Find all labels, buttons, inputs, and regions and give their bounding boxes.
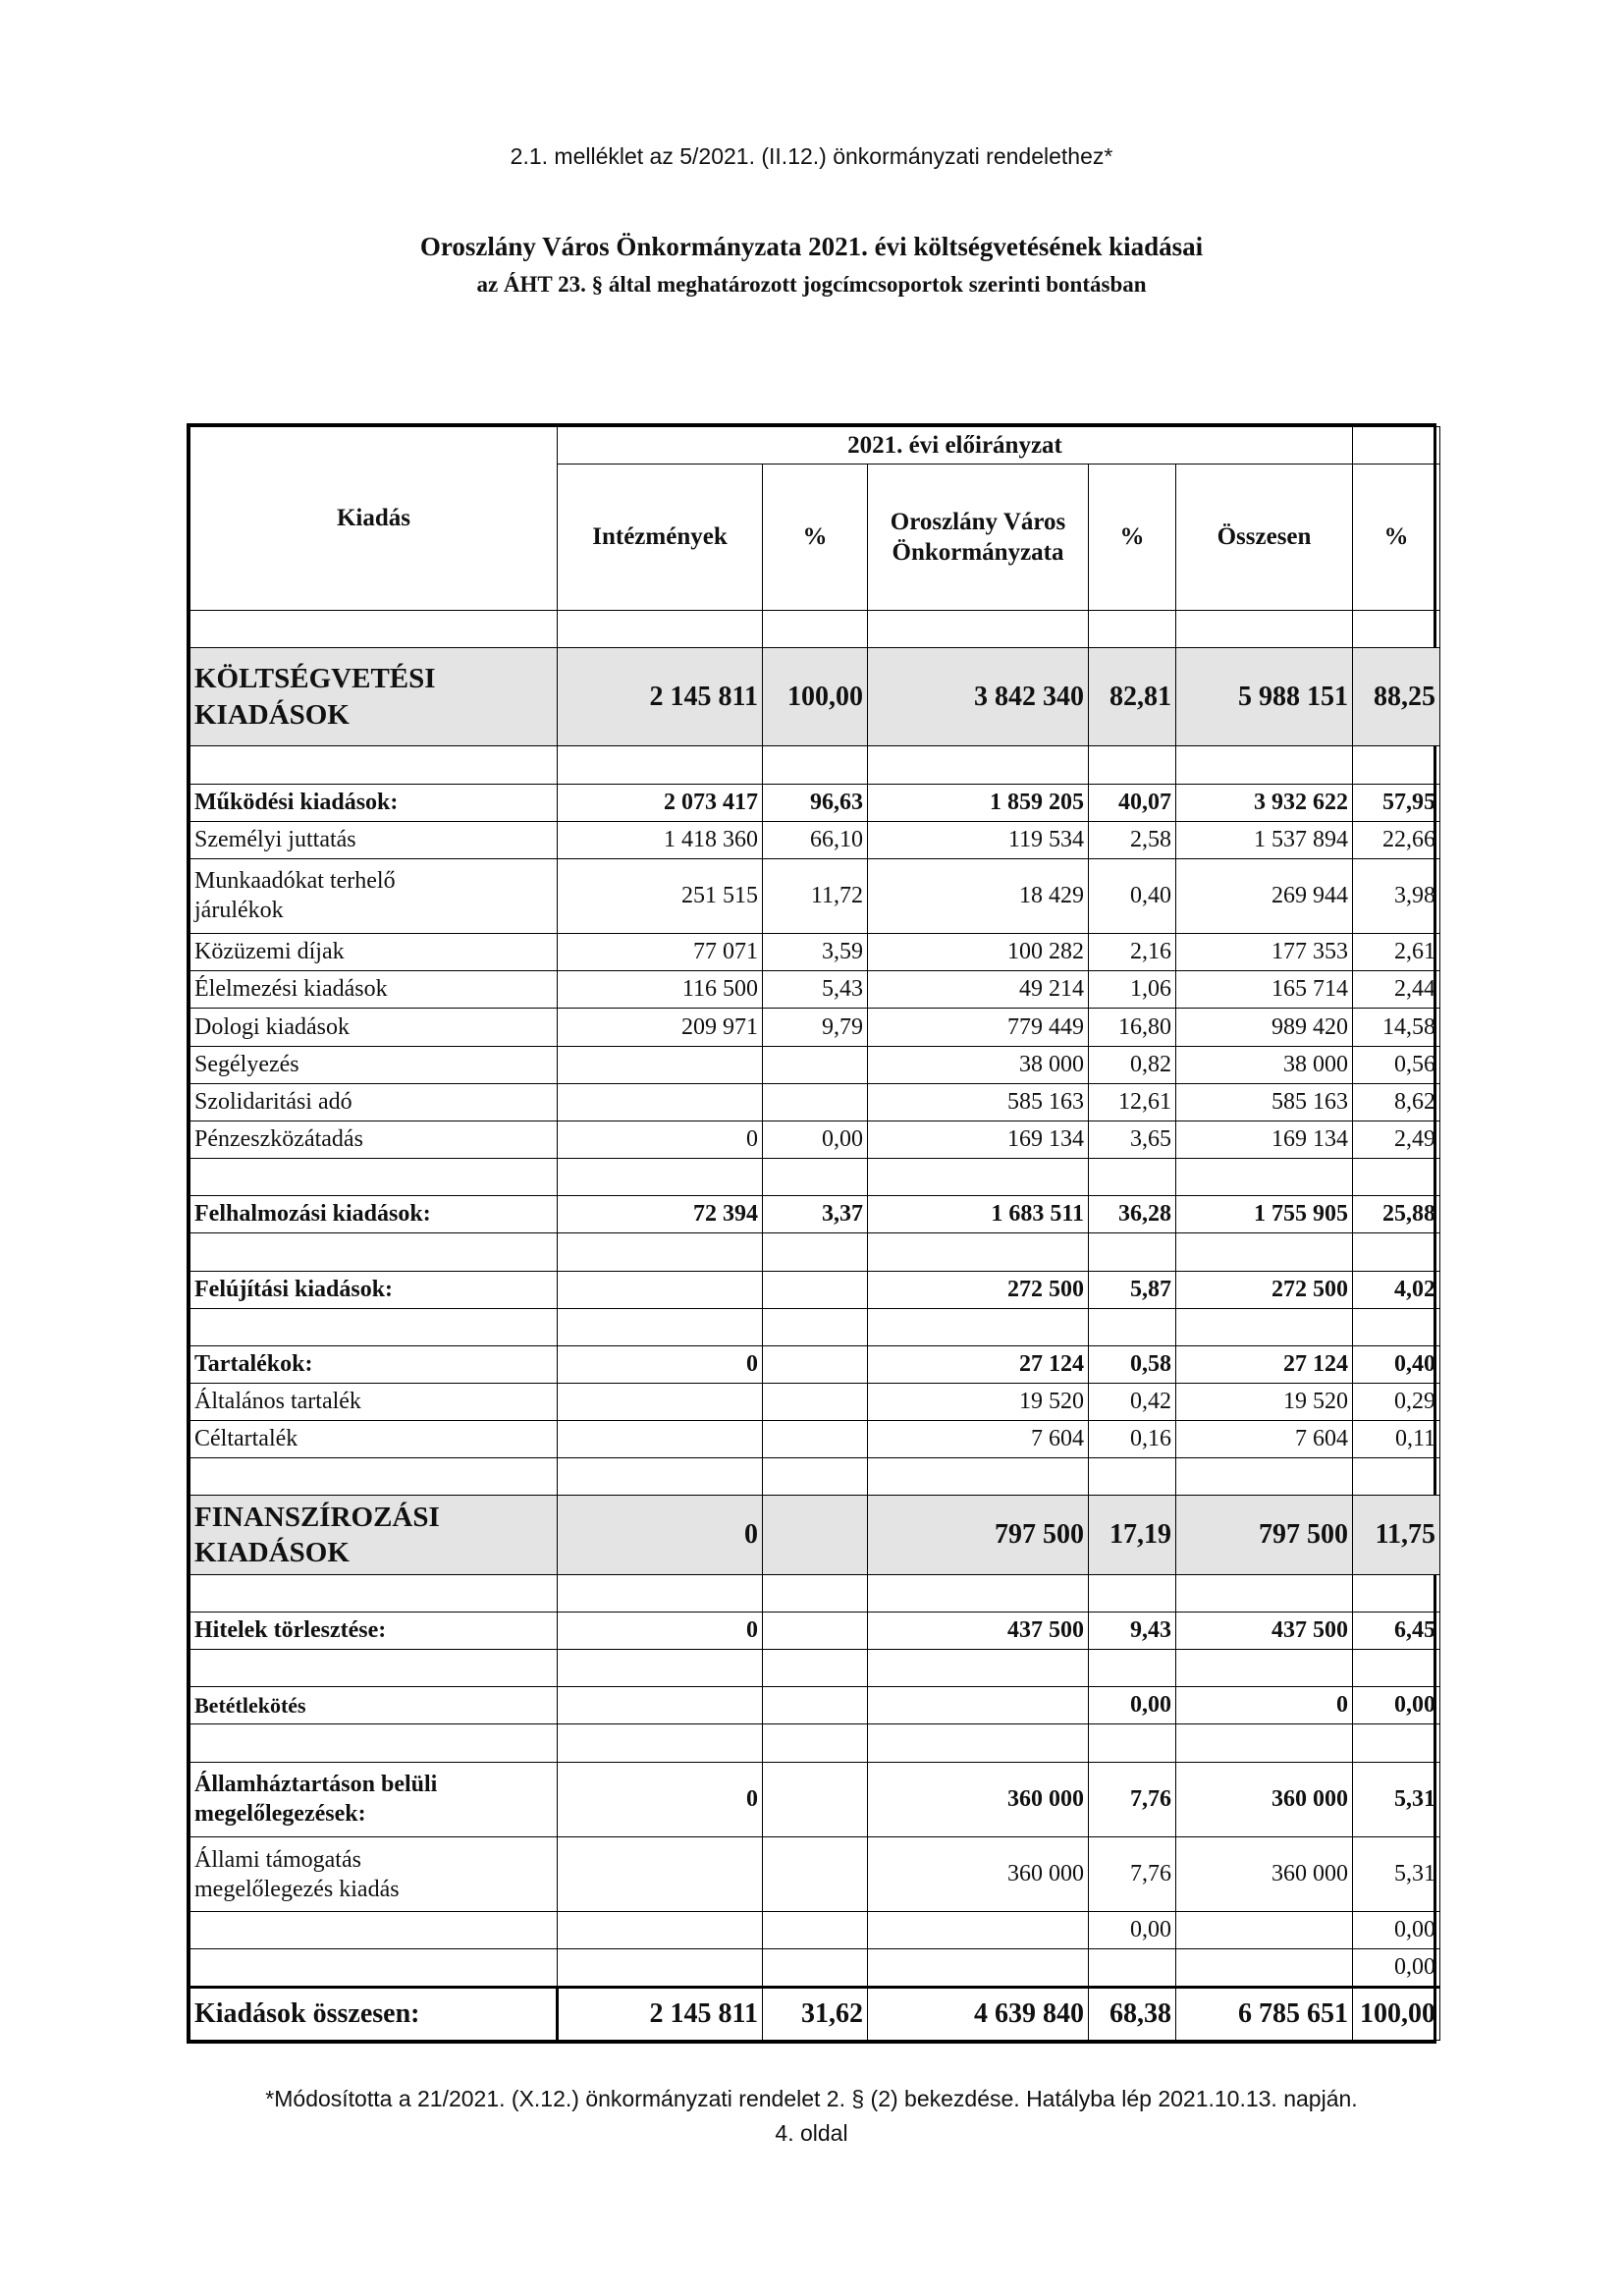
header-onkormanyzat: Oroszlány Város Önkormányzata	[868, 465, 1089, 611]
header-intezmenyek: Intézmények	[558, 465, 763, 611]
table-row-felujitasi: Felújítási kiadások: 272 500 5,87 272 500 4,02	[190, 1271, 1440, 1308]
header-row-group	[190, 427, 1440, 465]
table-row-tartalekok: Tartalékok: 0 27 124 0,58 27 124 0,40	[190, 1345, 1440, 1383]
header-pct-2: %	[1089, 465, 1176, 611]
spacer-row	[190, 1308, 1440, 1345]
spacer-row	[190, 610, 1440, 647]
table-row-szemelyi: Személyi juttatás 1 418 360 66,10 119 534 2,58 1 537 894 22,66	[190, 821, 1440, 858]
spacer-row	[190, 1724, 1440, 1762]
header-kiadas: Kiadás	[190, 427, 558, 611]
table-row-penzeszkoz: Pénzeszközátadás 0 0,00 169 134 3,65 169 134 2,49	[190, 1121, 1440, 1158]
table-row-munkaado: Munkaadókat terhelő járulékok 251 515 11,72 18 429 0,40 269 944 3,98	[190, 858, 1440, 933]
table-row-segelyezes: Segélyezés 38 000 0,82 38 000 0,56	[190, 1046, 1440, 1083]
header-osszesen: Összesen	[1176, 465, 1353, 611]
spacer-row	[190, 1574, 1440, 1612]
spacer-row	[190, 1650, 1440, 1687]
header-group: 2021. évi előirányzat	[558, 427, 1353, 465]
table-row-szolidaritasi: Szolidaritási adó 585 163 12,61 585 163 8,62	[190, 1083, 1440, 1121]
table-row-allamhaztartason: Államháztartáson belüli megelőlegezések: 0 360 000 7,76 360 000 5,31	[190, 1762, 1440, 1836]
table-row-finanszirozasi-kiadasok: FINANSZÍROZÁSI KIADÁSOK 0 797 500 17,19 797 500 11,75	[190, 1496, 1440, 1574]
footnote: *Módosította a 21/2021. (X.12.) önkormányzati rendelet 2. § (2) bekezdése. Hatályba lép 2021.10.13. napján.	[265, 2086, 1358, 2111]
table-row-allami-tamogatas: Állami támogatás megelőlegezés kiadás 360 000 7,76 360 000 5,31	[190, 1836, 1440, 1911]
table-row-elelmezesi: Élelmezési kiadások 116 500 5,43 49 214 1,06 165 714 2,44	[190, 971, 1440, 1009]
table-row-dologi: Dologi kiadások 209 971 9,79 779 449 16,80 989 420 14,58	[190, 1009, 1440, 1046]
expenditure-table	[187, 423, 1436, 2044]
table-row-celtartalek: Céltartalék 7 604 0,16 7 604 0,11	[190, 1421, 1440, 1458]
table-row-empty: 0,00 0,00	[190, 1912, 1440, 1949]
table-row-mukodesi: Működési kiadások: 2 073 417 96,63 1 859 205 40,07 3 932 622 57,95	[190, 784, 1440, 821]
table-row-empty: 0,00	[190, 1949, 1440, 1987]
table-row-betetlekotes: Betétlekötés 0,00 0 0,00	[190, 1687, 1440, 1724]
spacer-row	[190, 1458, 1440, 1496]
spacer-row	[190, 746, 1440, 784]
table-row-koltsegvetesi-kiadasok: KÖLTSÉGVETÉSI KIADÁSOK 2 145 811 100,00 3 842 340 82,81 5 988 151 88,25	[190, 647, 1440, 745]
annex-reference: 2.1. melléklet az 5/2021. (II.12.) önkormányzati rendelethez*	[510, 143, 1113, 169]
header-pct-3: %	[1353, 465, 1440, 611]
table-row-kozuzemi: Közüzemi díjak 77 071 3,59 100 282 2,16 177 353 2,61	[190, 934, 1440, 971]
page-number: 4. oldal	[775, 2120, 848, 2146]
table-row-felhalmozasi: Felhalmozási kiadások: 72 394 3,37 1 683 511 36,28 1 755 905 25,88	[190, 1196, 1440, 1233]
table-row-altalanos: Általános tartalék 19 520 0,42 19 520 0,29	[190, 1384, 1440, 1421]
table-row-hitelek: Hitelek törlesztése: 0 437 500 9,43 437 500 6,45	[190, 1612, 1440, 1649]
header-empty	[1353, 427, 1440, 465]
document-subtitle: az ÁHT 23. § által meghatározott jogcímcsoportok szerinti bontásban	[476, 272, 1147, 297]
spacer-row	[190, 1233, 1440, 1271]
document-title: Oroszlány Város Önkormányzata 2021. évi költségvetésének kiadásai	[419, 232, 1204, 261]
spacer-row	[190, 1159, 1440, 1196]
header-pct-1: %	[763, 465, 868, 611]
table-row-total: Kiadások összesen: 2 145 811 31,62 4 639 840 68,38 6 785 651 100,00	[190, 1987, 1440, 2040]
